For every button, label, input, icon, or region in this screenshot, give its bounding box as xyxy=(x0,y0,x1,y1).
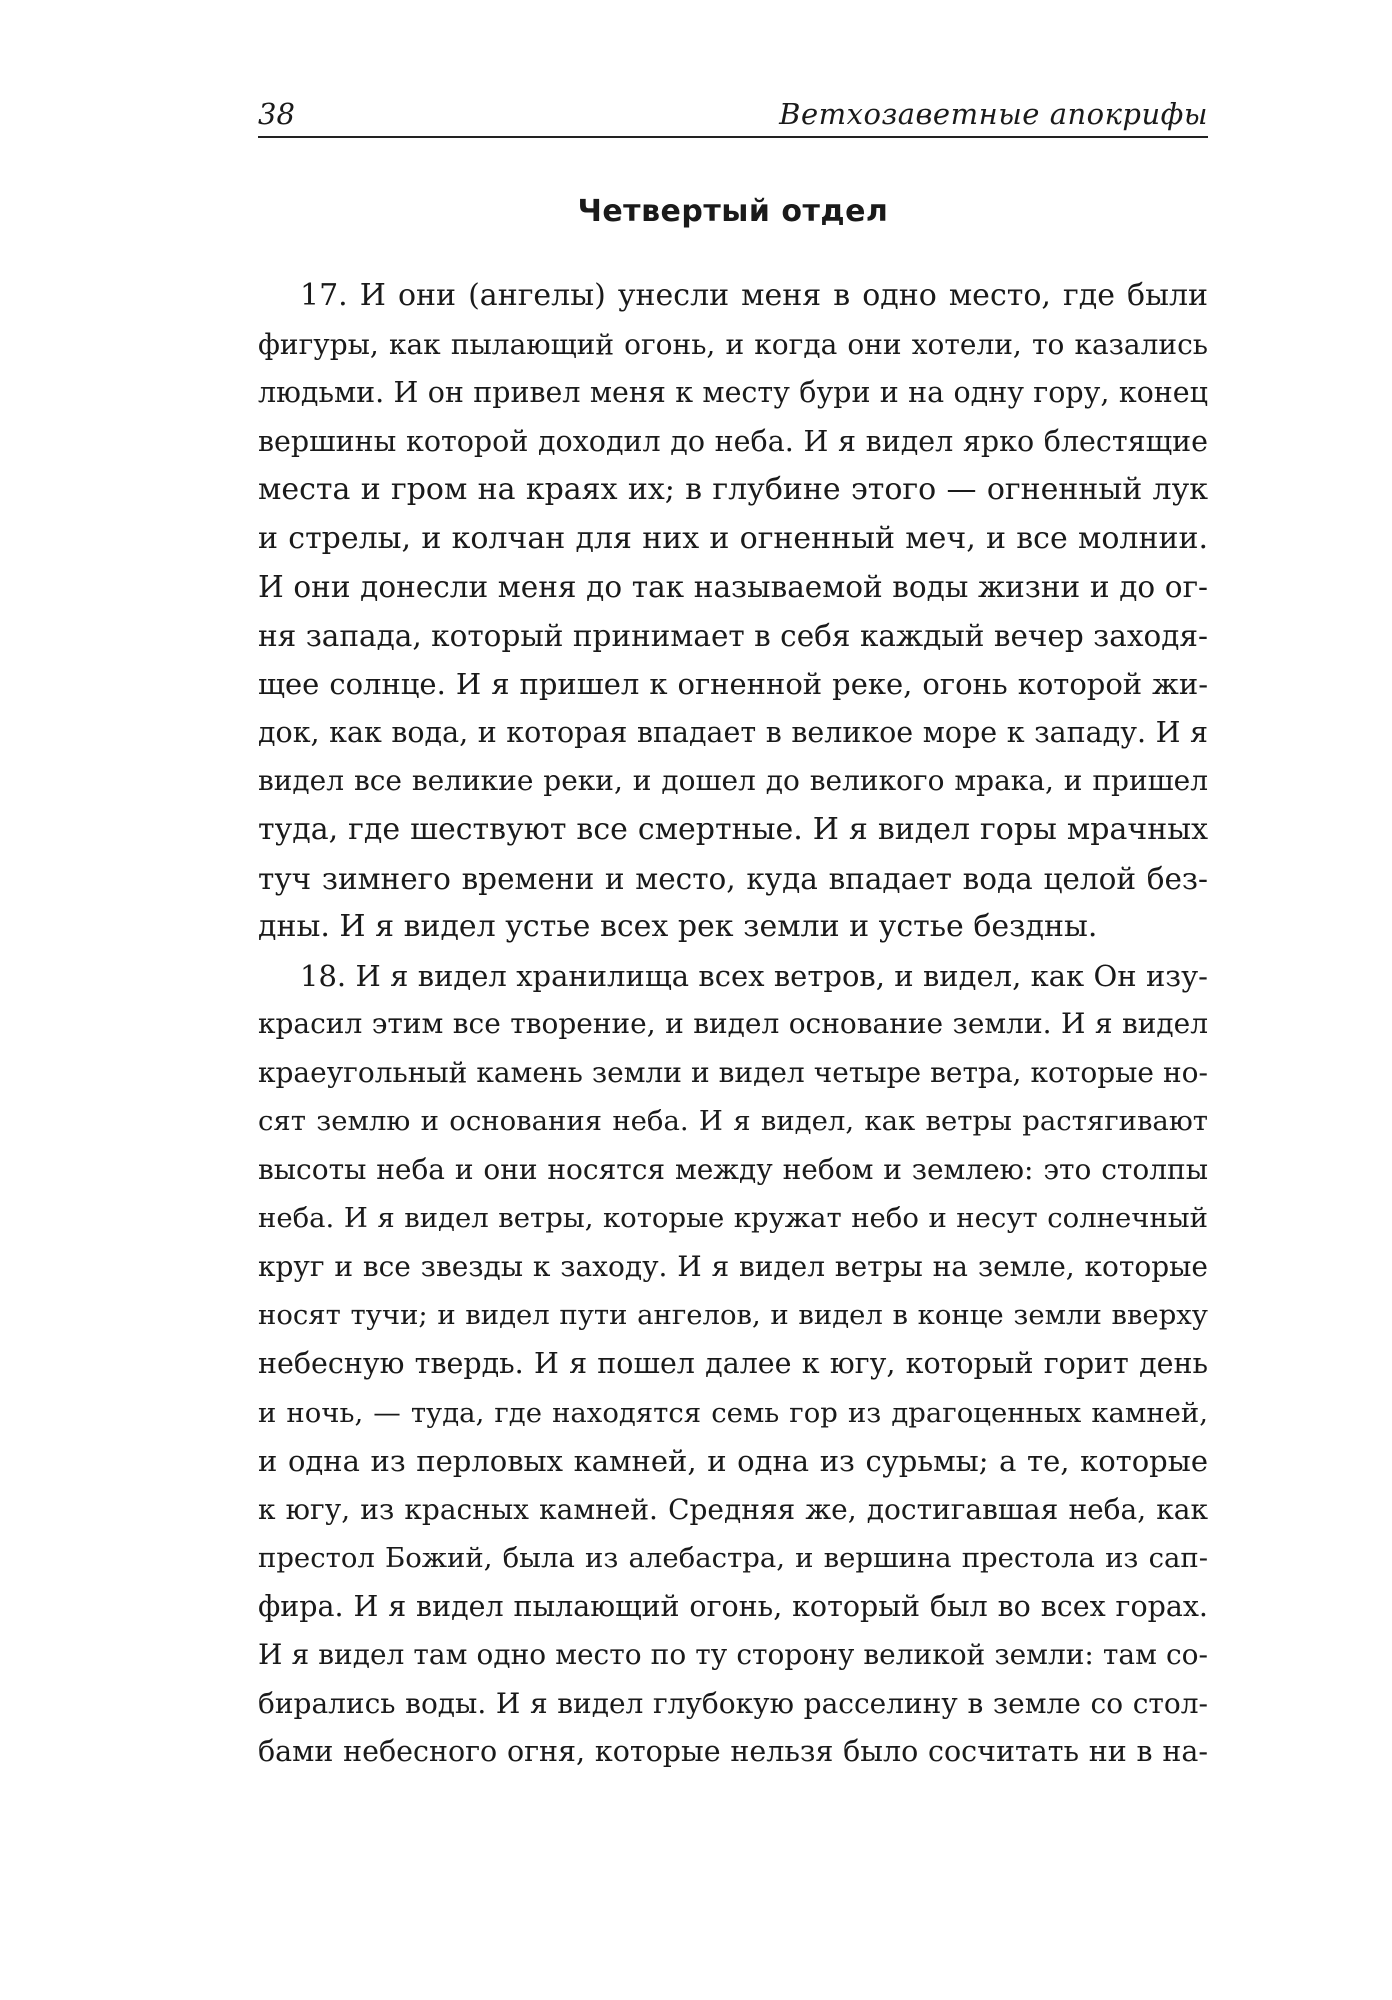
text-line: щее солнце. И я пришел к огненной реке, огонь которой жи- xyxy=(258,667,1208,702)
text-line: места и гром на краях их; в глубине этого — огненный лук xyxy=(258,472,1208,508)
running-head xyxy=(258,94,1208,134)
running-title: Ветхозаветные апокрифы xyxy=(779,97,1208,131)
body-text xyxy=(258,272,1208,1777)
text-line: сят землю и основания неба. И я видел, как ветры растягивают xyxy=(258,1105,1208,1138)
text-line: видел все великие реки, и дошел до великого мрака, и пришел xyxy=(258,764,1208,798)
text-line: круг и все звезды к заходу. И я видел ветры на земле, которые xyxy=(258,1249,1208,1283)
text-line: бами небесного огня, которые нельзя было сосчитать ни в на- xyxy=(258,1735,1208,1769)
page-number: 38 xyxy=(258,97,295,131)
text-line: ня запада, который принимает в себя каждый вечер заходя- xyxy=(258,618,1208,653)
text-line: док, как вода, и которая впадает в великое море к западу. И я xyxy=(258,715,1208,749)
text-line: красил этим все творение, и видел основание земли. И я видел xyxy=(258,1007,1208,1041)
text-line: фигуры, как пылающий огонь, и когда они хотели, то казались xyxy=(258,327,1208,361)
text-line: краеугольный камень земли и видел четыре ветра, которые но- xyxy=(258,1055,1208,1089)
text-line: небесную твердь. И я пошел далее к югу, который горит день xyxy=(258,1347,1208,1381)
text-line: 17. И они (ангелы) унесли меня в одно место, где были xyxy=(300,278,1208,313)
text-line: туда, где шествуют все смертные. И я видел горы мрачных xyxy=(258,812,1208,848)
text-line: бирались воды. И я видел глубокую расселину в земле со стол- xyxy=(258,1686,1208,1720)
text-line: высоты неба и они носятся между небом и землею: это столпы xyxy=(258,1152,1208,1186)
text-line: людьми. И он привел меня к месту бури и на одну гору, конец xyxy=(258,376,1208,410)
text-line: фира. И я видел пылающий огонь, который был во всех горах. xyxy=(258,1589,1208,1623)
text-line: туч зимнего времени и место, куда впадает вода целой без- xyxy=(258,861,1208,896)
text-line: и одна из перловых камней, и одна из сурьмы; а те, которые xyxy=(258,1444,1208,1479)
text-line: носят тучи; и видел пути ангелов, и видел в конце земли вверху xyxy=(258,1299,1208,1332)
text-line: и ночь, — туда, где находятся семь гор из драгоценных камней, xyxy=(258,1396,1208,1429)
text-line: престол Божий, была из алебастра, и вершина престола из сап- xyxy=(258,1542,1208,1575)
text-line: И они донесли меня до так называемой воды жизни и до ог- xyxy=(258,570,1208,605)
text-line: вершины которой доходил до неба. И я видел ярко блестящие xyxy=(258,424,1208,458)
text-line: неба. И я видел ветры, которые кружат небо и несут солнечный xyxy=(258,1202,1208,1235)
text-line: к югу, из красных камней. Средняя же, достигавшая неба, как xyxy=(258,1492,1208,1526)
text-line: 18. И я видел хранилища всех ветров, и видел, как Он изу- xyxy=(300,958,1208,993)
text-line: и стрелы, и колчан для них и огненный меч, и все молнии. xyxy=(258,520,1208,556)
text-line: И я видел там одно место по ту сторону великой земли: там со- xyxy=(258,1638,1208,1672)
header-rule xyxy=(258,136,1208,138)
text-line: дны. И я видел устье всех рек земли и устье бездны. xyxy=(258,909,1098,945)
section-title: Четвертый отдел xyxy=(577,194,889,229)
